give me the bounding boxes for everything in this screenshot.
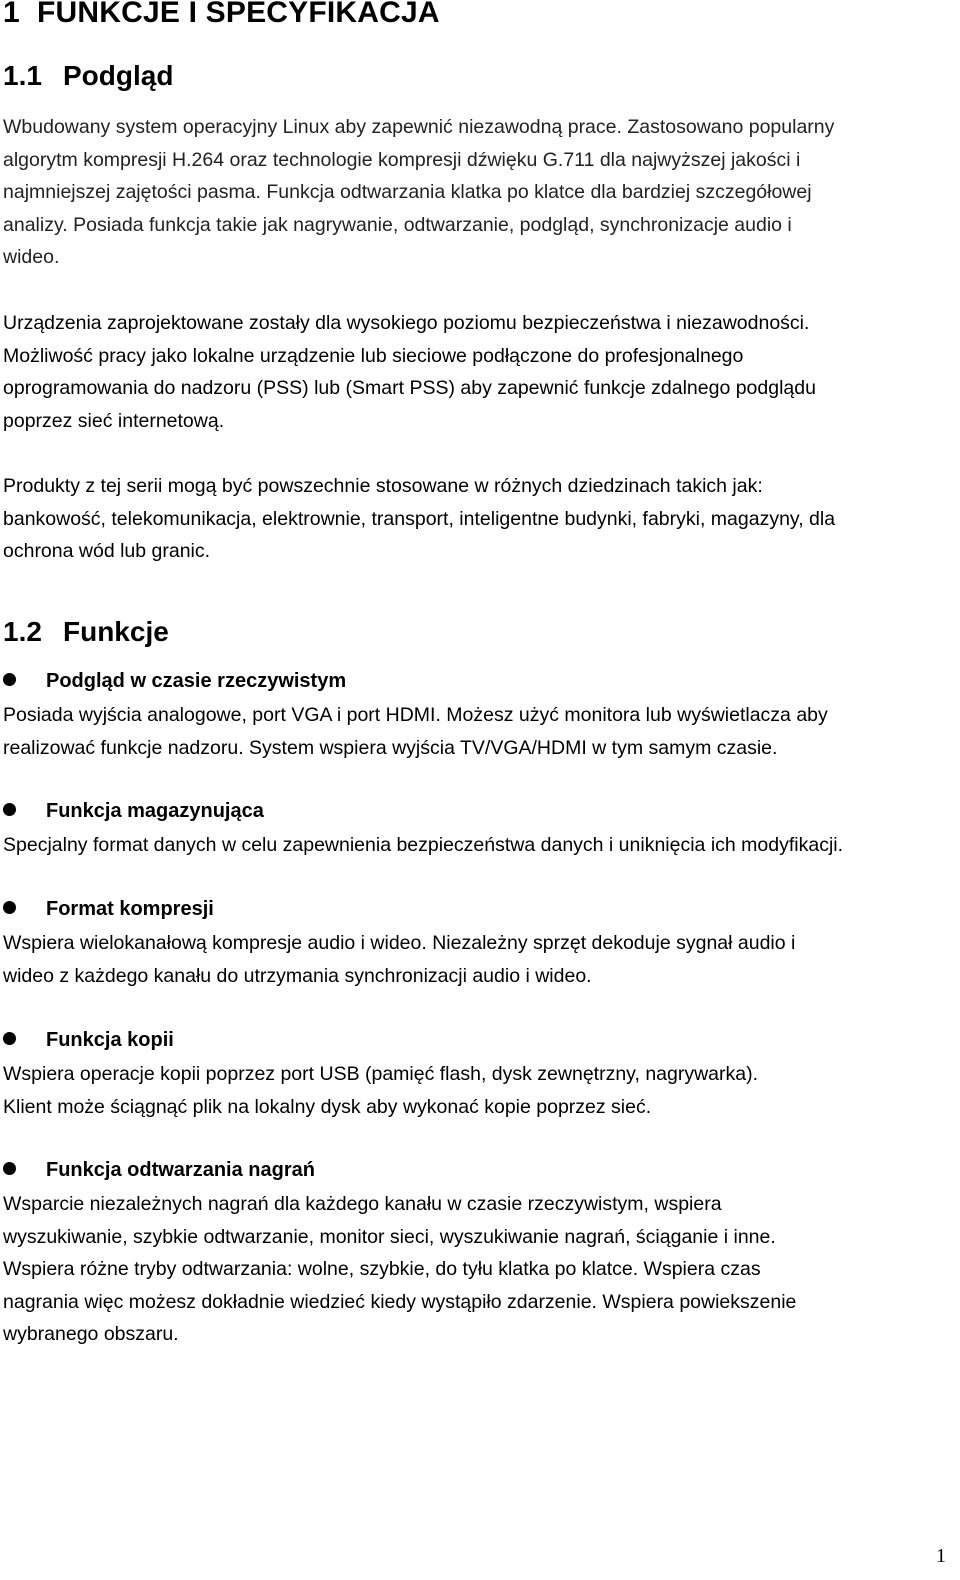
paragraph-line: algorytm kompresji H.264 oraz technologie kompresji dźwięku G.711 dla najwyższej jakości i xyxy=(3,148,801,171)
section-heading-1-2 xyxy=(3,616,169,648)
paragraph-line: Możliwość pracy jako lokalne urządzenie lub sieciowe podłączone do profesjonalnego xyxy=(3,344,744,367)
paragraph-line: Produkty z tej serii mogą być powszechnie stosowane w różnych dziedzinach takich jak: xyxy=(3,475,763,497)
feature-heading xyxy=(3,898,214,921)
paragraph-line: nagrania więc możesz dokładnie wiedzieć kiedy wystąpiło zdarzenie. Wspiera powiekszenie xyxy=(3,1290,797,1313)
feature-description xyxy=(3,927,795,992)
feature-heading xyxy=(3,1159,315,1182)
feature-description xyxy=(3,1058,758,1123)
bullet-icon xyxy=(3,1162,16,1175)
feature-title: Funkcja odtwarzania nagrań xyxy=(46,1159,315,1181)
feature-description xyxy=(3,1188,796,1351)
paragraph-applications xyxy=(3,470,835,568)
paragraph-line: poprzez sieć internetową. xyxy=(3,409,225,432)
feature-title: Funkcja magazynująca xyxy=(46,800,264,822)
paragraph-line: Klient może ściągnąć plik na lokalny dysk aby wykonać kopie poprzez sieć. xyxy=(3,1095,652,1118)
section-title: Podgląd xyxy=(63,60,174,91)
paragraph-line: najmniejszej zajętości pasma. Funkcja odtwarzania klatka po klatce dla bardziej szczegółowej xyxy=(3,181,812,203)
page-number: 1 xyxy=(936,1545,946,1567)
paragraph-line: Wbudowany system operacyjny Linux aby zapewnić niezawodną prace. Zastosowano popularny xyxy=(3,116,835,138)
paragraph-line: bankowość, telekomunikacja, elektrownie, transport, inteligentne budynki, fabryki, magazyny, dla xyxy=(3,507,836,530)
paragraph-line: Wspiera operacje kopii poprzez port USB (pamięć flash, dysk zewnętrzny, nagrywarka). xyxy=(3,1063,759,1085)
paragraph-line: ochrona wód lub granic. xyxy=(3,540,211,562)
feature-heading xyxy=(3,800,264,823)
paragraph-line: wyszukiwanie, szybkie odtwarzanie, monitor sieci, wyszukiwanie nagrań, ściąganie i inne. xyxy=(3,1225,776,1248)
paragraph-intro xyxy=(3,111,834,274)
section-title: Funkcje xyxy=(63,616,169,647)
paragraph-line: realizować funkcje nadzoru. System wspiera wyjścia TV/VGA/HDMI w tym samym czasie. xyxy=(3,736,778,759)
feature-title: Format kompresji xyxy=(46,898,214,920)
feature-description xyxy=(3,699,828,764)
section-number: 1.1 xyxy=(3,60,42,91)
bullet-icon xyxy=(3,803,16,816)
paragraph-line: Posiada wyjścia analogowe, port VGA i port HDMI. Możesz użyć monitora lub wyświetlacza aby xyxy=(3,704,828,726)
feature-description xyxy=(3,829,843,862)
feature-heading xyxy=(3,1029,174,1052)
paragraph-line: wideo. xyxy=(3,246,60,268)
feature-title: Podgląd w czasie rzeczywistym xyxy=(46,670,347,692)
section-heading-1-1 xyxy=(3,60,173,92)
paragraph-line: Urządzenia zaprojektowane zostały dla wysokiego poziomu bezpieczeństwa i niezawodności. xyxy=(3,312,810,334)
feature-heading xyxy=(3,670,346,693)
chapter-number: 1 xyxy=(3,0,20,29)
paragraph-line: wideo z każdego kanału do utrzymania synchronizacji audio i wideo. xyxy=(3,964,592,987)
paragraph-line: oprogramowania do nadzoru (PSS) lub (Smart PSS) aby zapewnić funkcje zdalnego podglądu xyxy=(3,377,816,399)
bullet-icon xyxy=(3,1032,16,1045)
section-number: 1.2 xyxy=(3,616,42,647)
chapter-title: FUNKCJE I SPECYFIKACJA xyxy=(36,0,440,29)
paragraph-line: Wspiera wielokanałową kompresje audio i wideo. Niezależny sprzęt dekoduje sygnał audio i xyxy=(3,932,796,954)
paragraph-line: Specjalny format danych w celu zapewnienia bezpieczeństwa danych i uniknięcia ich modyfikacji. xyxy=(3,834,844,856)
bullet-icon xyxy=(3,901,16,914)
paragraph-line: Wsparcie niezależnych nagrań dla każdego kanału w czasie rzeczywistym, wspiera xyxy=(3,1193,722,1215)
bullet-icon xyxy=(3,673,16,686)
paragraph-line: Wspiera różne tryby odtwarzania: wolne, szybkie, do tyłu klatka po klatce. Wspiera czas xyxy=(3,1258,761,1280)
chapter-heading xyxy=(3,0,440,30)
paragraph-line: wybranego obszaru. xyxy=(3,1323,179,1345)
paragraph-line: analizy. Posiada funkcja takie jak nagrywanie, odtwarzanie, podgląd, synchronizacje audio i xyxy=(3,213,792,236)
feature-title: Funkcja kopii xyxy=(46,1029,174,1051)
paragraph-security xyxy=(3,307,816,437)
